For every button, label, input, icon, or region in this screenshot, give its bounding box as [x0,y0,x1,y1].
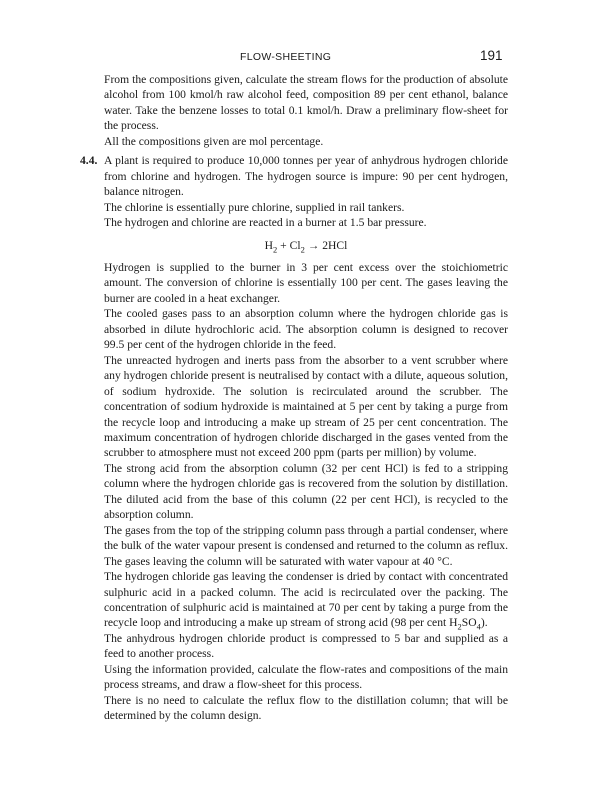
problem-paragraph: Using the information provided, calculate the flow-rates and compositions of the main process streams, and draw a flow-sheet for this process. [104,662,508,692]
page-number: 191 [480,48,503,63]
problem-paragraph: Hydrogen is supplied to the burner in 3 per cent excess over the stoichiometric amount. The conversion of chlorine is essentially 100 per cent. The gases leaving the burner are cooled in a heat exchanger. [104,260,508,305]
problem-paragraph: The hydrogen chloride gas leaving the condenser is dried by contact with concentrated sulphuric acid in a packed column. The acid is recirculated over the packing. The concentration of sulphuric acid is maintained at 70 per cent by taking a purge from the recycle loop and introducing a make up stream of strong acid (98 per cent $H_2SO_4$). [104,570,508,632]
problem-number: 4.4. [80,154,98,168]
problem-paragraph: The cooled gases pass to an absorption column where the hydrogen chloride gas is absorbed in dilute hydrochloric acid. The absorption column is designed to recover 99.5 per cent of the hydrogen chloride in the feed. [104,307,508,352]
problem-paragraph: There is no need to calculate the reflux flow to the distillation column; that will be determined by the column design. [104,693,508,723]
problem-paragraph: The chlorine is essentially pure chlorine, supplied in rail tankers. [104,200,405,214]
problem-paragraph: A plant is required to produce 10,000 tonnes per year of anhydrous hydrogen chloride from chlorine and hydrogen. The hydrogen source is impure: 90 per cent hydrogen, balance nitrogen. [104,154,508,199]
intro-paragraph: All the compositions given are mol percentage. [104,134,324,148]
running-title: FLOW-SHEETING [240,51,332,63]
reaction-equation: $H_2 + Cl_2 \to 2HCl$ [264,238,348,254]
problem-paragraph: The unreacted hydrogen and inerts pass from the absorber to a vent scrubber where any hydrogen chloride present is neutralised by contact with a dilute, aqueous solution, of sodium hydroxide. The solution is recirculated around the scrubber. The concentration of sodium hydroxide is maintained at 5 per cent by taking a purge from the recycle loop and introducing a make up stream of 25 per cent concentration. The maximum concentration of hydrogen chloride discharged in the gases vented from the scrubber to atmosphere must not exceed 200 ppm (parts per million) by volume. [104,353,508,460]
problem-paragraph: The anhydrous hydrogen chloride product is compressed to 5 bar and supplied as a feed to another process. [104,631,508,661]
intro-paragraph: From the compositions given, calculate the stream flows for the production of absolute alcohol from 100 kmol/h raw alcohol feed, composition 89 per cent ethanol, balance water. Take the benzene losses to total 0.1 kmol/h. Draw a preliminary flow-sheet for the process. [104,73,508,133]
problem-4-4 [80,153,508,723]
problem-paragraph: The strong acid from the absorption column (32 per cent HCl) is fed to a stripping column where the hydrogen chloride gas is recovered from the solution by distillation. The diluted acid from the base of this column (22 per cent HCl), is recycled to the absorption column. [104,461,508,522]
problem-paragraph: The hydrogen and chlorine are reacted in a burner at 1.5 bar pressure. [104,216,427,230]
problem-paragraph: The gases from the top of the stripping column pass through a partial condenser, where the bulk of the water vapour present is condensed and returned to the column as reflux. The gases leaving the column will be saturated with water vapour at 40 °C. [104,523,508,568]
page-body [80,72,508,724]
